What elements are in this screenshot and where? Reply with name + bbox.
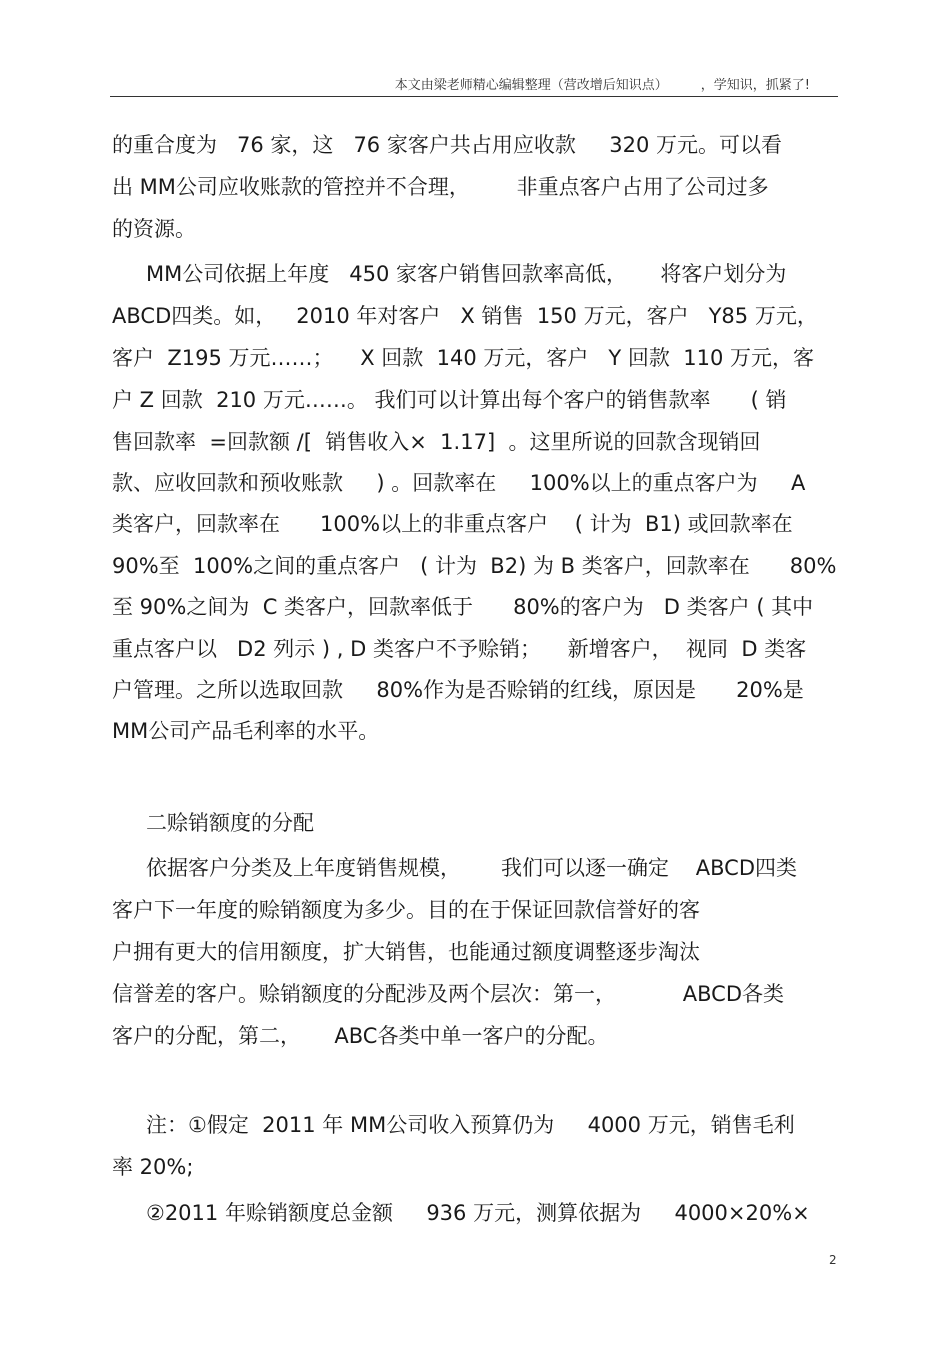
text-line: 90%至 100%之间的重点客户 ( 计为 B2) 为 B 类客户，回款率在 80% xyxy=(112,554,837,578)
header-text: 本文由梁老师精心编辑整理（营改增后知识点） ，学知识，抓紧了! xyxy=(394,78,810,93)
text-line: 依据客户分类及上年度销售规模， 我们可以逐一确定 ABCD四类 xyxy=(146,856,797,880)
text-line: 至 90%之间为 C 类客户，回款率低于 80%的客户为 D 类客户 ( 其中 xyxy=(112,595,814,619)
text-line: 售回款率 =回款额 /[ 销售收入× 1.17] 。这里所说的回款含现销回 xyxy=(112,430,761,454)
text-line: 户管理。之所以选取回款 80%作为是否赊销的红线，原因是 20%是 xyxy=(112,678,804,702)
text-line: 的重合度为 76 家，这 76 家客户共占用应收款 320 万元。可以看 xyxy=(112,133,782,157)
page-number: 2 xyxy=(829,1253,837,1267)
text-line: 户 Z 回款 210 万元……。 我们可以计算出每个客户的销售款率 ( 销 xyxy=(112,388,787,412)
text-line: 户拥有更大的信用额度，扩大销售，也能通过额度调整逐步淘汰 xyxy=(112,940,700,964)
text-line: 类客户，回款率在 100%以上的非重点客户 ( 计为 B1) 或回款率在 xyxy=(112,512,793,536)
text-line: 重点客户以 D2 列示 ) , D 类客户不予赊销； 新增客户， 视同 D 类客 xyxy=(112,637,807,661)
page-header xyxy=(110,72,838,97)
section-title: 二赊销额度的分配 xyxy=(146,811,314,835)
text-line: 客户的分配，第二， ABC各类中单一客户的分配。 xyxy=(112,1024,609,1048)
text-line: 信誉差的客户。赊销额度的分配涉及两个层次：第一， ABCD各类 xyxy=(112,982,784,1006)
text-line: ②2011 年赊销额度总金额 936 万元，测算依据为 4000×20%× xyxy=(146,1201,810,1225)
text-line: 款、应收回款和预收账款 ) 。回款率在 100%以上的重点客户为 A xyxy=(112,471,806,495)
text-line: 出 MM公司应收账款的管控并不合理， 非重点客户占用了公司过多 xyxy=(112,175,769,199)
text-line: 率 20%; xyxy=(112,1155,194,1179)
text-line: 注：①假定 2011 年 MM公司收入预算仍为 4000 万元，销售毛利 xyxy=(146,1113,795,1137)
text-line: 客户下一年度的赊销额度为多少。目的在于保证回款信誉好的客 xyxy=(112,898,700,922)
text-line: 客户 Z195 万元……； X 回款 140 万元，客户 Y 回款 110 万元，客 xyxy=(112,346,815,370)
text-line: 的资源。 xyxy=(112,217,196,241)
text-line: ABCD四类。如， 2010 年对客户 X 销售 150 万元，客户 Y85 万元， xyxy=(112,304,818,328)
text-line: MM公司依据上年度 450 家客户销售回款率高低， 将客户划分为 xyxy=(146,262,787,286)
text-line: MM公司产品毛利率的水平。 xyxy=(112,719,380,743)
